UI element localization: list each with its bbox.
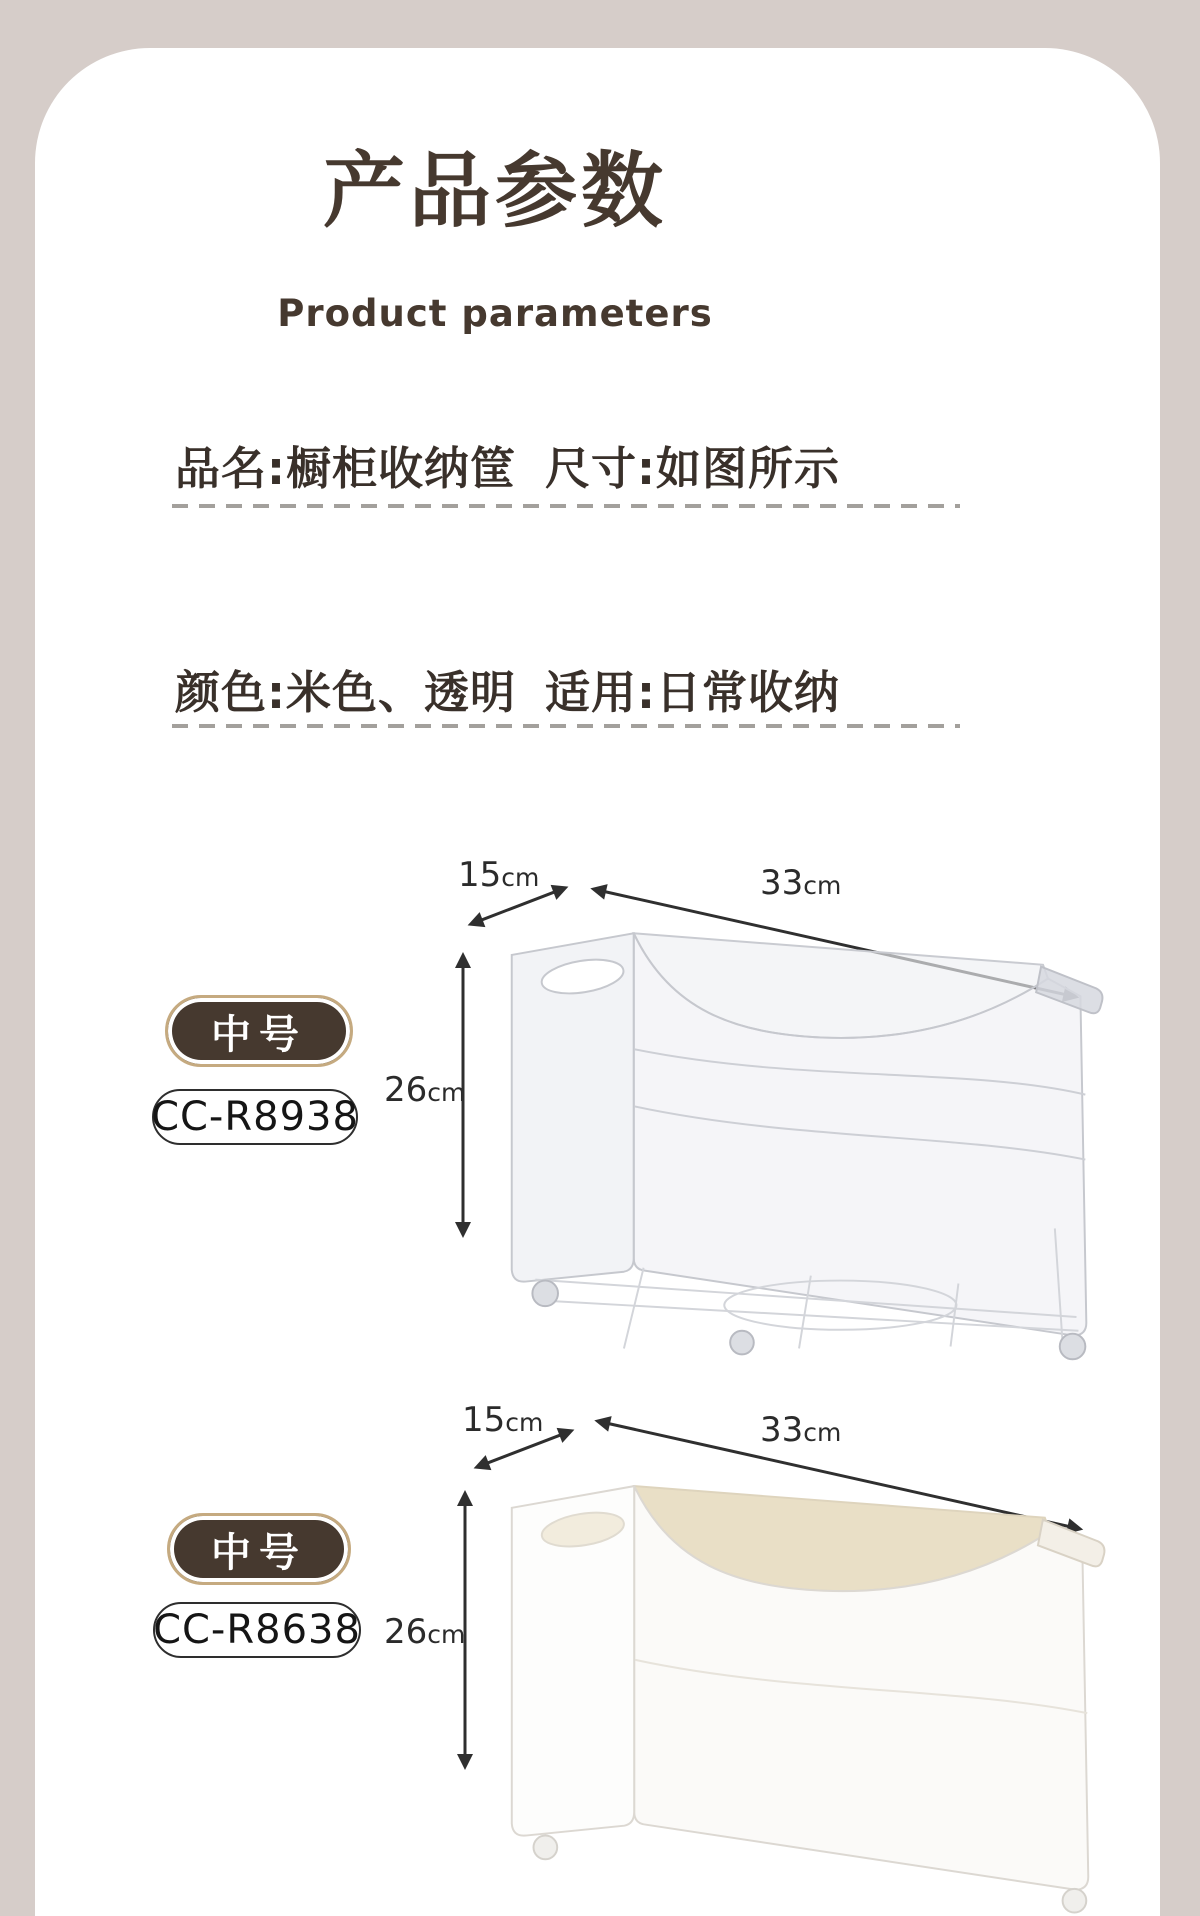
dashed-divider bbox=[172, 724, 960, 728]
dimension-value: 26 bbox=[384, 1070, 428, 1110]
dimension-value: 33 bbox=[760, 863, 804, 903]
dimension-unit: cm bbox=[803, 1418, 842, 1447]
width-dimension-label bbox=[760, 1410, 841, 1450]
size-badge bbox=[165, 995, 353, 1067]
dashed-divider bbox=[172, 504, 960, 508]
page-title: 产品参数 bbox=[322, 143, 667, 239]
height-dimension-arrow-icon bbox=[450, 950, 476, 1240]
dimension-value: 33 bbox=[760, 1410, 804, 1450]
dimension-value: 15 bbox=[458, 855, 502, 895]
height-dimension-arrow-icon bbox=[452, 1488, 478, 1772]
storage-basket-illustration-beige bbox=[496, 1455, 1108, 1916]
dimension-value: 26 bbox=[384, 1612, 428, 1652]
width-dimension-label bbox=[760, 863, 841, 903]
size-badge-label: 中号 bbox=[211, 1011, 307, 1058]
dimension-unit: cm bbox=[501, 863, 540, 892]
dimension-value: 15 bbox=[462, 1400, 506, 1440]
storage-basket-illustration-transparent bbox=[496, 900, 1106, 1365]
model-number-pill bbox=[153, 1602, 361, 1658]
dimension-unit: cm bbox=[427, 1620, 466, 1649]
model-number: CC-R8938 bbox=[151, 1094, 359, 1140]
dimension-unit: cm bbox=[505, 1408, 544, 1437]
spec-usage: 适用:日常收纳 bbox=[545, 666, 840, 719]
spec-product-name: 品名:橱柜收纳筐 bbox=[175, 442, 516, 495]
size-badge-label: 中号 bbox=[211, 1529, 307, 1576]
size-badge bbox=[167, 1513, 351, 1585]
model-number: CC-R8638 bbox=[153, 1607, 361, 1653]
spec-size: 尺寸:如图所示 bbox=[545, 442, 840, 495]
page-subtitle: Product parameters bbox=[277, 292, 713, 335]
dimension-unit: cm bbox=[427, 1078, 466, 1107]
model-number-pill bbox=[152, 1089, 358, 1145]
dimension-unit: cm bbox=[803, 871, 842, 900]
spec-color: 颜色:米色、透明 bbox=[175, 666, 516, 719]
